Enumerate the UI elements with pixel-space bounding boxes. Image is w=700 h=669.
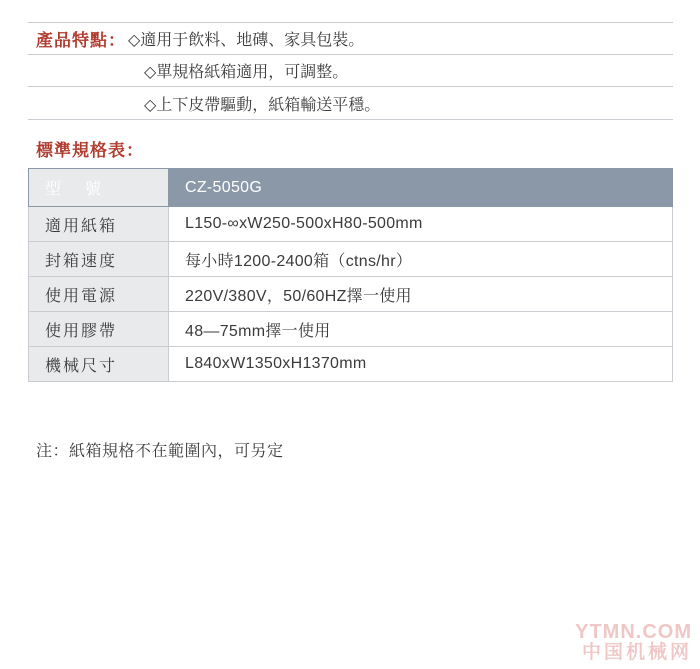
spec-value: 每小時1200-2400箱（ctns/hr）	[169, 242, 673, 277]
footnote: 注：紙箱規格不在範圍內，可另定	[36, 443, 284, 460]
spec-value: L150-∞xW250-500xH80-500mm	[169, 207, 673, 242]
spec-value: 220V/380V，50/60HZ擇一使用	[169, 277, 673, 312]
feature-row	[28, 23, 673, 55]
feature-item-text: ◇適用于飲料、地磚、家具包裝。	[128, 32, 365, 49]
watermark-domain: YTMN.COM	[575, 621, 692, 644]
spec-key: 使用電源	[29, 277, 169, 312]
spec-key: 封箱速度	[29, 242, 169, 277]
product-features-label: 產品特點：	[36, 31, 126, 50]
table-row	[29, 347, 673, 382]
spec-value: L840xW1350xH1370mm	[169, 347, 673, 382]
product-features-block	[28, 22, 673, 120]
table-row	[29, 207, 673, 242]
table-row	[29, 242, 673, 277]
spec-table-title: 標準規格表：	[36, 141, 144, 160]
table-row	[29, 277, 673, 312]
feature-item-text: ◇單規格紙箱適用，可調整。	[144, 64, 349, 81]
spec-key: 機械尺寸	[29, 347, 169, 382]
table-row	[29, 312, 673, 347]
feature-row	[28, 55, 673, 87]
spec-value: CZ-5050G	[169, 169, 673, 207]
spec-key: 型 號	[29, 169, 169, 207]
watermark	[575, 622, 692, 663]
spec-key: 使用膠帶	[29, 312, 169, 347]
watermark-name: 中国机械网	[581, 642, 692, 664]
spec-value: 48—75mm擇一使用	[169, 312, 673, 347]
feature-item-text: ◇上下皮帶驅動，紙箱輸送平穩。	[144, 96, 381, 114]
feature-row	[28, 87, 673, 119]
spec-table	[28, 168, 673, 382]
table-row	[29, 169, 673, 207]
spec-key: 適用紙箱	[29, 207, 169, 242]
